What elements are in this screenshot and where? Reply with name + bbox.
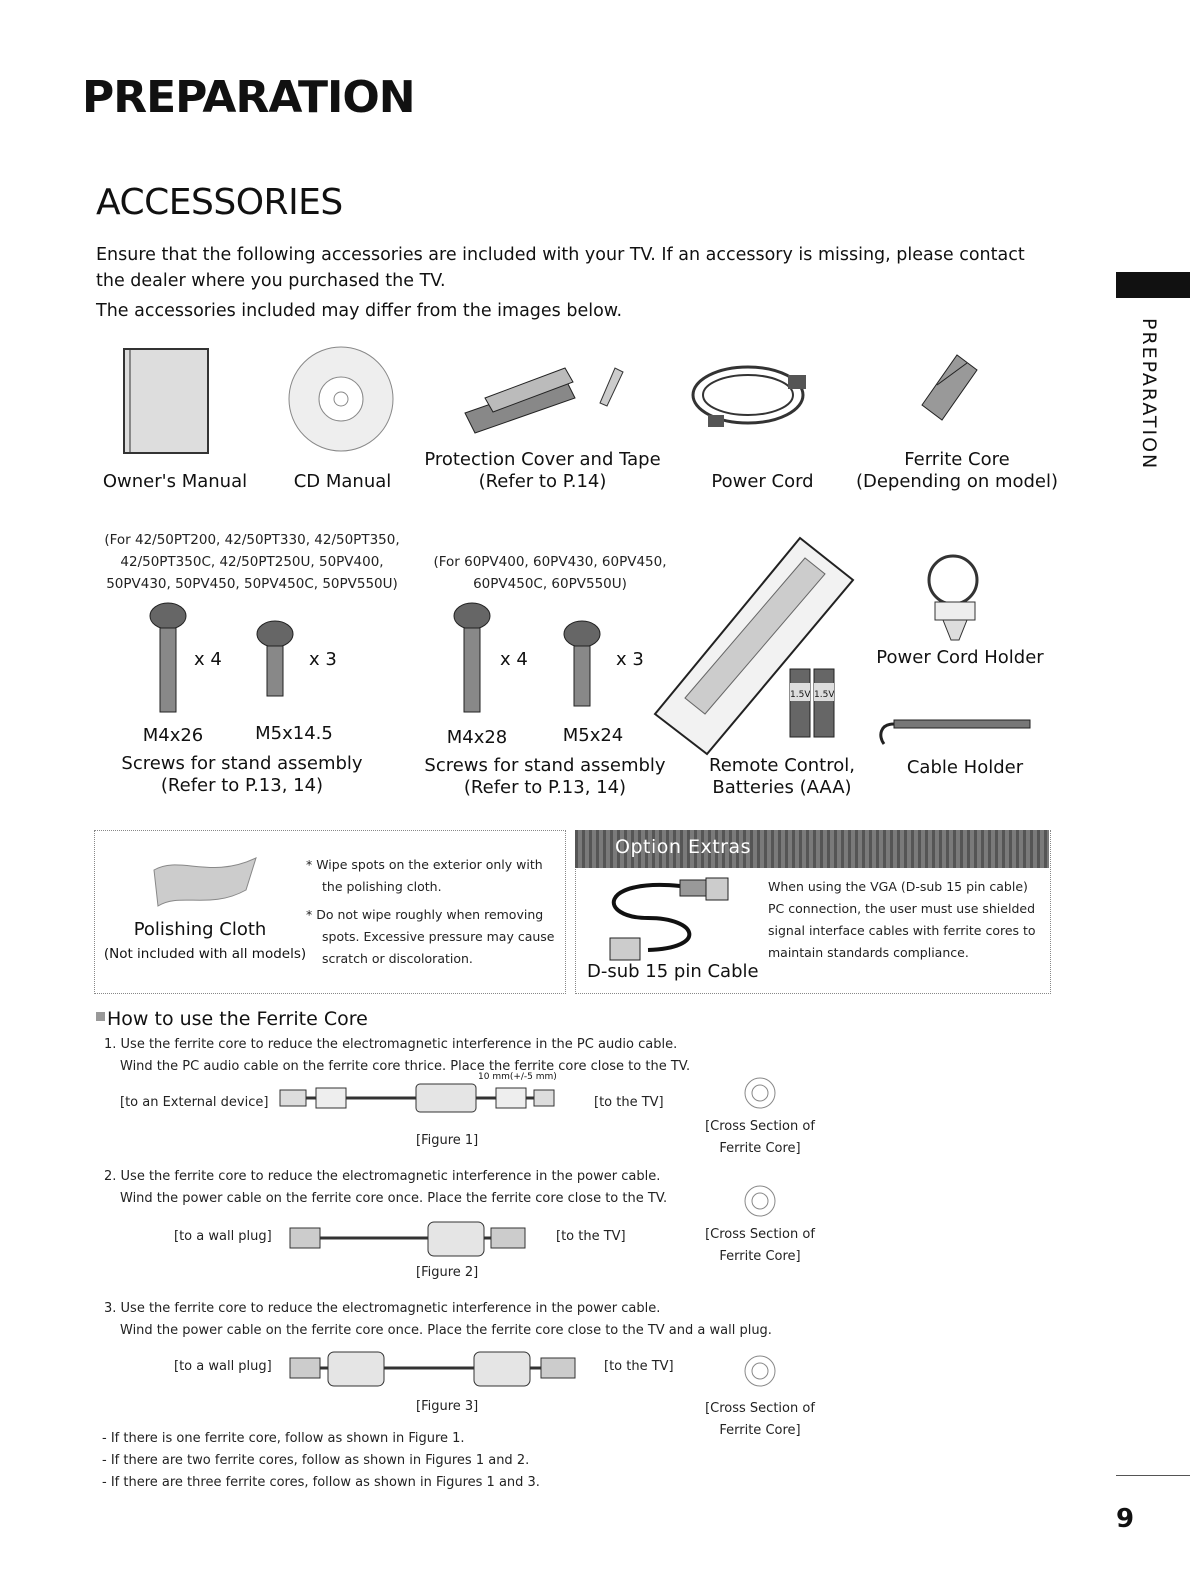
cross-section-3-line2: Ferrite Core] bbox=[719, 1423, 801, 1438]
cable-holder-image bbox=[876, 712, 1036, 748]
step3-line1: 3. Use the ferrite core to reduce the electromagnetic interference in the power cable. bbox=[104, 1301, 661, 1316]
screw-qty-left-a: x 4 bbox=[194, 649, 222, 670]
polishing-tip-1a: * Wipe spots on the exterior only with bbox=[306, 857, 543, 872]
fig1-right-label: [to the TV] bbox=[594, 1095, 664, 1110]
screws-left-models-3: 50PV430, 50PV450, 50PV450C, 50PV550U) bbox=[106, 576, 398, 592]
step2-line2: Wind the power cable on the ferrite core once. Place the ferrite core close to the TV. bbox=[120, 1191, 668, 1206]
screws-right-models-1: (For 60PV400, 60PV430, 60PV450, bbox=[433, 554, 667, 570]
option-extras-desc-1: When using the VGA (D-sub 15 pin cable) bbox=[768, 879, 1028, 894]
protection-cover-label: Protection Cover and Tape bbox=[424, 449, 661, 470]
power-cord-holder-image bbox=[915, 540, 995, 645]
screw-size-left-b: M5x14.5 bbox=[255, 723, 333, 744]
screw-size-right-a: M4x28 bbox=[446, 727, 508, 748]
figure3-cable-image bbox=[286, 1348, 586, 1392]
protection-cover-image bbox=[455, 358, 635, 438]
ferrite-note-1: - If there is one ferrite core, follow as shown in Figure 1. bbox=[102, 1431, 465, 1446]
sidebar-label: PREPARATION bbox=[1138, 318, 1160, 471]
fig2-left-label: [to a wall plug] bbox=[174, 1229, 272, 1244]
fig3-left-label: [to a wall plug] bbox=[174, 1359, 272, 1374]
ferrite-core-image bbox=[912, 345, 984, 425]
fig3-right-label: [to the TV] bbox=[604, 1359, 674, 1374]
batteries-image bbox=[788, 665, 838, 739]
screw-qty-right-a: x 4 bbox=[500, 649, 528, 670]
screw-size-right-b: M5x24 bbox=[562, 725, 624, 746]
screws-right-models-2: 60PV450C, 60PV550U) bbox=[473, 576, 627, 592]
screw-long-right-image bbox=[452, 602, 492, 714]
fig2-right-label: [to the TV] bbox=[556, 1229, 626, 1244]
ferrite-note-3: - If there are three ferrite cores, follow as shown in Figures 1 and 3. bbox=[102, 1475, 540, 1490]
screw-qty-right-b: x 3 bbox=[616, 649, 644, 670]
ferrite-core-label: Ferrite Core bbox=[904, 449, 1010, 470]
power-cord-holder-label: Power Cord Holder bbox=[876, 647, 1044, 668]
option-extras-desc-2: PC connection, the user must use shielded bbox=[768, 901, 1035, 916]
polishing-tip-2a: * Do not wipe roughly when removing bbox=[306, 907, 544, 922]
screw-size-left-a: M4x26 bbox=[142, 725, 204, 746]
cross-section-3-line1: [Cross Section of bbox=[705, 1401, 815, 1416]
polishing-cloth-note: (Not included with all models) bbox=[103, 946, 307, 962]
cross-section-3-image bbox=[742, 1353, 778, 1389]
option-extras-header bbox=[575, 830, 1049, 868]
cd-manual-label: CD Manual bbox=[293, 471, 392, 492]
ferrite-core-note: (Depending on model) bbox=[855, 471, 1059, 492]
screws-left-models-2: 42/50PT350C, 42/50PT250U, 50PV400, bbox=[120, 554, 384, 570]
cross-section-1-line2: Ferrite Core] bbox=[719, 1141, 801, 1156]
option-extras-desc-4: maintain standards compliance. bbox=[768, 945, 969, 960]
figure1-cable-image bbox=[276, 1080, 576, 1116]
polishing-tip-2c: scratch or discoloration. bbox=[322, 951, 473, 966]
section-title: ACCESSORIES bbox=[96, 182, 343, 223]
page-number: 9 bbox=[1116, 1504, 1135, 1534]
screws-left-label: Screws for stand assembly bbox=[121, 753, 363, 774]
protection-cover-ref: (Refer to P.14) bbox=[478, 471, 607, 492]
ferrite-note-2: - If there are two ferrite cores, follow as shown in Figures 1 and 2. bbox=[102, 1453, 530, 1468]
intro-note: The accessories included may differ from the images below. bbox=[96, 301, 623, 321]
cross-section-1-line1: [Cross Section of bbox=[705, 1119, 815, 1134]
fig1-left-label: [to an External device] bbox=[120, 1095, 269, 1110]
sidebar-tab-marker bbox=[1116, 272, 1190, 298]
screws-left-ref: (Refer to P.13, 14) bbox=[160, 775, 324, 796]
owners-manual-image bbox=[120, 345, 212, 457]
page-title: PREPARATION bbox=[82, 72, 415, 123]
screw-qty-left-b: x 3 bbox=[309, 649, 337, 670]
fig3-caption: [Figure 3] bbox=[416, 1399, 479, 1414]
figure2-cable-image bbox=[286, 1218, 536, 1262]
polishing-tip-1b: the polishing cloth. bbox=[322, 879, 442, 894]
dsub-cable-label: D-sub 15 pin Cable bbox=[587, 961, 759, 982]
cross-section-2-image bbox=[742, 1183, 778, 1219]
fig1-caption: [Figure 1] bbox=[416, 1133, 479, 1148]
section-bullet-icon bbox=[96, 1012, 105, 1021]
step3-line2: Wind the power cable on the ferrite core once. Place the ferrite core close to the TV and a wall plug. bbox=[120, 1323, 772, 1338]
cross-section-2-line2: Ferrite Core] bbox=[719, 1249, 801, 1264]
screws-left-models-1: (For 42/50PT200, 42/50PT330, 42/50PT350, bbox=[104, 532, 400, 548]
power-cord-label: Power Cord bbox=[711, 471, 814, 492]
intro-paragraph: Ensure that the following accessories are included with your TV. If an accessory is missing, please contact the dealer where you purchased the TV. bbox=[96, 245, 1025, 291]
screws-right-label: Screws for stand assembly bbox=[424, 755, 666, 776]
screws-right-ref: (Refer to P.13, 14) bbox=[463, 777, 627, 798]
battery-label-a: 1.5V bbox=[790, 690, 811, 700]
owners-manual-label: Owner's Manual bbox=[102, 471, 248, 492]
fig2-caption: [Figure 2] bbox=[416, 1265, 479, 1280]
polishing-cloth-image bbox=[150, 850, 260, 910]
screw-short-right-image bbox=[562, 620, 602, 710]
cross-section-1-image bbox=[742, 1075, 778, 1111]
screw-short-left-image bbox=[255, 620, 295, 700]
polishing-cloth-title: Polishing Cloth bbox=[133, 919, 267, 940]
step1-line2: Wind the PC audio cable on the ferrite core thrice. Place the ferrite core close to the TV. bbox=[120, 1059, 691, 1074]
ferrite-howto-heading: How to use the Ferrite Core bbox=[107, 1008, 368, 1030]
screw-long-left-image bbox=[148, 602, 188, 714]
cable-holder-label: Cable Holder bbox=[906, 757, 1024, 778]
cross-section-2-line1: [Cross Section of bbox=[705, 1227, 815, 1242]
polishing-tip-2b: spots. Excessive pressure may cause bbox=[322, 929, 555, 944]
page-rule bbox=[1116, 1475, 1190, 1476]
battery-label-b: 1.5V bbox=[814, 690, 835, 700]
option-extras-desc-3: signal interface cables with ferrite cores to bbox=[768, 923, 1036, 938]
remote-control-label: Remote Control, bbox=[709, 755, 855, 776]
cd-manual-image bbox=[286, 344, 396, 454]
batteries-label: Batteries (AAA) bbox=[712, 777, 852, 798]
step2-line1: 2. Use the ferrite core to reduce the electromagnetic interference in the power cable. bbox=[104, 1169, 661, 1184]
dsub-cable-image bbox=[588, 878, 748, 958]
step1-line1: 1. Use the ferrite core to reduce the electromagnetic interference in the PC audio cable. bbox=[104, 1037, 678, 1052]
power-cord-image bbox=[688, 355, 818, 435]
fig1-dimension: 10 mm(+/-5 mm) bbox=[478, 1072, 557, 1082]
option-extras-heading: Option Extras bbox=[615, 836, 752, 858]
